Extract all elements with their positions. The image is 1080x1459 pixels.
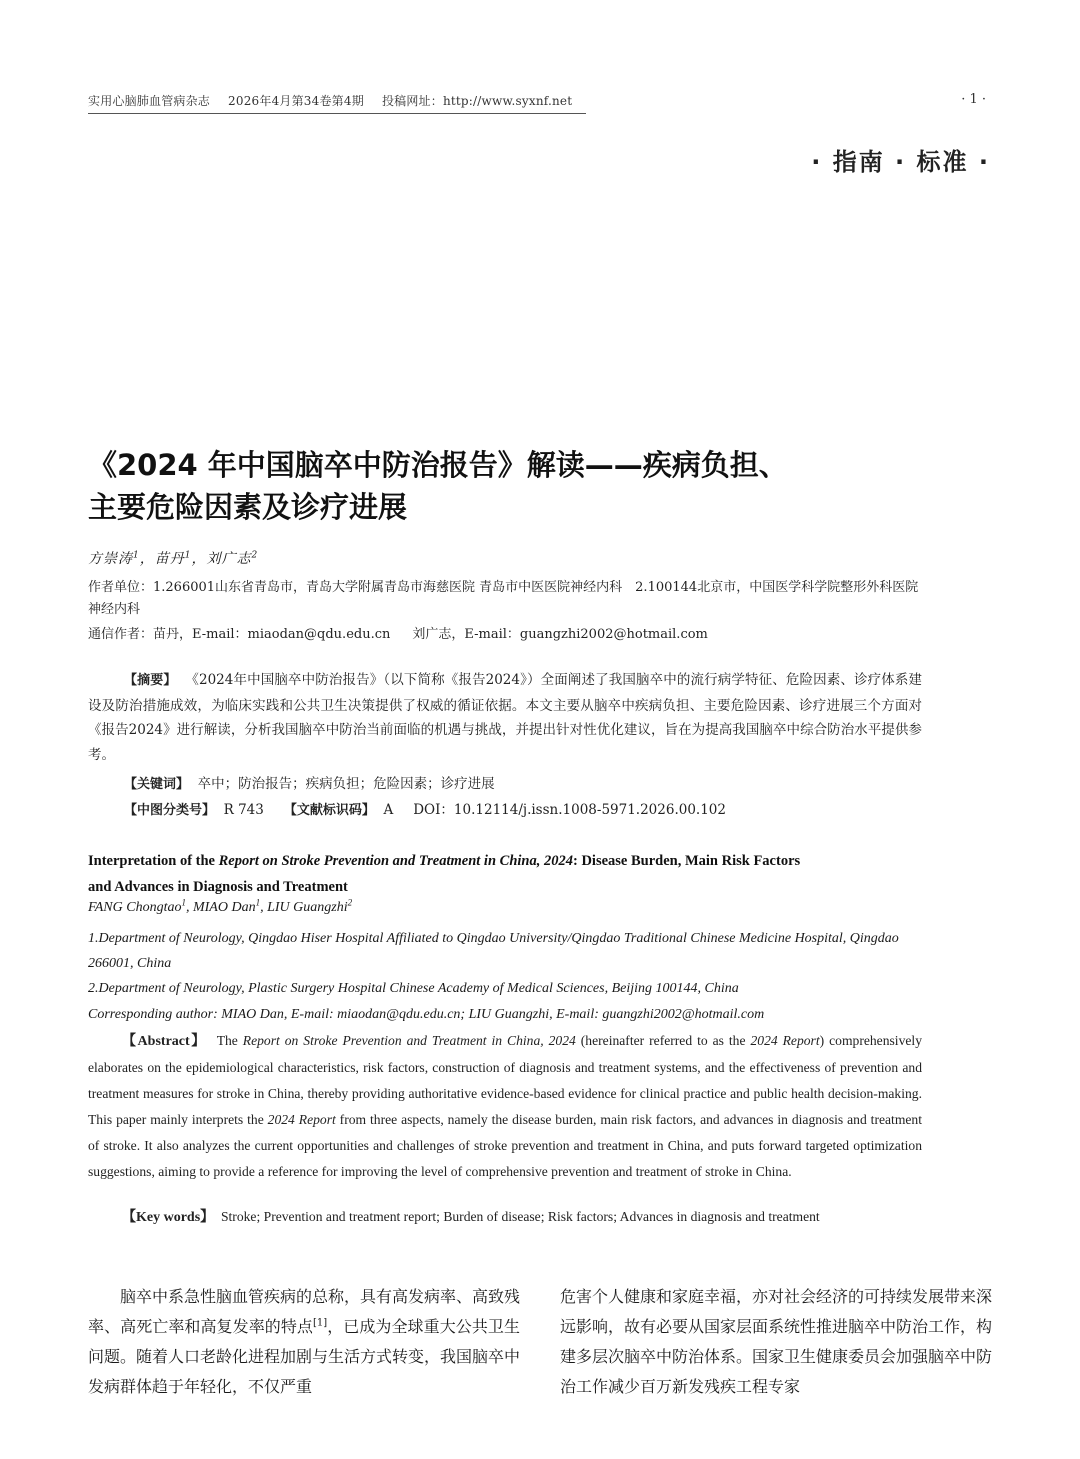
- body-column-right: 危害个人健康和家庭幸福，亦对社会经济的可持续发展带来深远影响，故有必要从国家层面系统性推进脑卒中防治工作，构建多层次脑卒中防治体系。国家卫生健康委员会加强脑卒中防治工作减少百万新发残疾工程专家: [560, 1287, 993, 1396]
- author-affiliation-mark: 2: [251, 550, 259, 561]
- author-list: [88, 548, 258, 568]
- author-affiliation-mark: 1: [255, 897, 261, 908]
- english-abstract: [88, 1028, 922, 1185]
- title-line-1: 《2024 年中国脑卒中防治报告》解读——疾病负担、: [88, 448, 788, 482]
- clc-value: R 743: [223, 802, 264, 818]
- author-affiliation-mark: 1: [181, 897, 186, 908]
- english-keywords: [88, 1204, 922, 1231]
- abstract-text-part: The: [216, 1033, 243, 1048]
- english-abstract-label: 【Abstract】: [122, 1034, 207, 1049]
- author-name: FANG Chongtao: [88, 900, 182, 915]
- abstract-report-short: 2024 Report: [750, 1033, 820, 1048]
- abstract-label: 【摘要】: [124, 673, 177, 688]
- english-title-prefix: Interpretation of the: [88, 853, 219, 869]
- body-text: 脑卒中系急性脑血管疾病的总称，具有高发病率、高致残率、高死亡率和高复发率的特点: [88, 1287, 521, 1336]
- page-number: · 1 ·: [961, 92, 986, 107]
- english-corresponding-author: Corresponding author: MIAO Dan, E-mail: miaodan@qdu.edu.cn; LIU Guangzhi, E-mail: guangzhi2002@hotmail.com: [88, 1007, 765, 1022]
- english-keywords-text: Stroke; Prevention and treatment report; Burden of disease; Risk factors; Advances in diagnosis and treatment: [220, 1209, 820, 1224]
- author-separator: ，: [139, 551, 155, 567]
- english-title: [88, 848, 928, 900]
- author-affiliation-mark: 1: [133, 550, 140, 561]
- author-name: MIAO Dan: [192, 900, 256, 915]
- keywords-label: 【关键词】: [124, 777, 190, 792]
- author-affiliation-mark: 2: [347, 897, 353, 908]
- corresponding-author-1: 苗丹，E-mail：miaodan@qdu.edu.cn: [153, 627, 391, 642]
- doc-code-value: A: [383, 802, 394, 818]
- english-title-report-name: Report on Stroke Prevention and Treatment in China, 2024: [218, 853, 573, 869]
- issue-info: 2026年4月第34卷第4期: [228, 94, 364, 108]
- clc-label: 【中图分类号】: [124, 803, 216, 818]
- author-separator: ，: [191, 551, 207, 567]
- english-title-suffix: : Disease Burden, Main Risk Factors: [572, 853, 801, 869]
- running-header: [88, 92, 992, 114]
- english-keywords-label: 【Key words】: [122, 1210, 215, 1225]
- author-separator: ,: [260, 900, 268, 915]
- abstract-report-short: 2024 Report: [267, 1112, 336, 1127]
- author-name: LIU Guangzhi: [267, 900, 348, 915]
- journal-name: 实用心脑肺血管病杂志: [88, 94, 211, 108]
- english-affiliation-1: 1.Department of Neurology, Qingdao Hiser Hospital Affiliated to Qingdao University/Qingdao Traditional Chinese Medicine Hospital, Qingdao 266001, China: [88, 931, 899, 971]
- english-title-line-2: and Advances in Diagnosis and Treatment: [88, 879, 348, 895]
- abstract-text-part: from three aspects, namely the disease burden, main risk factors, and advances in diagnosis and treatment of stroke. It also analyzes the current opportunities and challenges of stroke prevention and treatment in China, and puts forward targeted optimization suggestions, aiming to provide a reference for improving the level of comprehensive prevention and treatment of stroke in China.: [88, 1112, 923, 1179]
- abstract-text-part: (hereinafter referred to as the: [575, 1033, 751, 1048]
- english-title-line-1: [88, 848, 928, 874]
- abstract-cn: [88, 668, 922, 767]
- keywords-text: 卒中；防治报告；疾病负担；危险因素；诊疗进展: [197, 776, 495, 792]
- abstract-text: 《2024年中国脑卒中防治报告》（以下简称《报告2024》）全面阐述了我国脑卒中的流行病学特征、危险因素、诊疗体系建设及防治措施成效，为临床实践和公共卫生决策提供了权威的循证依据。本文主要从脑卒中疾病负担、主要危险因素、诊疗进展三个方面对《报告2024》进行解读，分析我国脑卒中防治当前面临的机遇与挑战，并提出针对性优化建议，旨在为提高我国脑卒中综合防治水平提供参考。: [88, 672, 922, 763]
- author-name: 刘广志: [206, 551, 252, 567]
- affiliation: 作者单位：1.266001山东省青岛市，青岛大学附属青岛市海慈医院 青岛市中医医院神经内科 2.100144北京市，中国医学科学院整形外科医院神经内科: [88, 580, 919, 617]
- corresponding-author-2: 刘广志，E-mail：guangzhi2002@hotmail.com: [412, 627, 708, 642]
- author-affiliation-mark: 1: [184, 550, 192, 561]
- author-name: 苗丹: [154, 551, 185, 567]
- body-column-left: [88, 1282, 520, 1402]
- corresponding-authors: [88, 625, 928, 645]
- citation-ref[interactable]: [1]: [312, 1317, 328, 1329]
- author-name: 方崇涛: [88, 551, 133, 567]
- abstract-report-name: Report on Stroke Prevention and Treatment in China, 2024: [242, 1033, 576, 1048]
- english-author-list: [88, 897, 353, 916]
- abstract-text-part: ) comprehensively elaborates on the epidemiological characteristics, risk factors, construction of diagnosis and treatment systems, and the effectiveness of prevention and treatment measures for stroke in China, thereby providing authoritative evidence-based evidence for clinical practice and public health decision-making. This paper mainly interprets the: [88, 1033, 922, 1127]
- doi[interactable]: DOI：10.12114/j.issn.1008-5971.2026.00.102: [413, 802, 726, 818]
- classification-line: [124, 798, 726, 818]
- journal-meta: [88, 92, 586, 114]
- english-affiliation-2: 2.Department of Neurology, Plastic Surgery Hospital Chinese Academy of Medical Sciences, Beijing 100144, China: [88, 981, 739, 996]
- title-line-2: 主要危险因素及诊疗进展: [88, 490, 408, 524]
- corresponding-label: 通信作者：: [88, 627, 154, 642]
- doc-code-label: 【文献标识码】: [283, 803, 375, 818]
- body-text: ，已成为全球重大公共卫生问题。随着人口老龄化进程加剧与生活方式转变，我国脑卒中发病群体趋于年轻化，不仅严重: [88, 1317, 521, 1396]
- keywords-cn: [124, 772, 495, 792]
- section-label: · 指南 · 标准 ·: [811, 148, 990, 176]
- author-separator: ,: [185, 900, 193, 915]
- article-title: [88, 444, 888, 528]
- submission-url[interactable]: 投稿网址：http://www.syxnf.net: [381, 94, 573, 108]
